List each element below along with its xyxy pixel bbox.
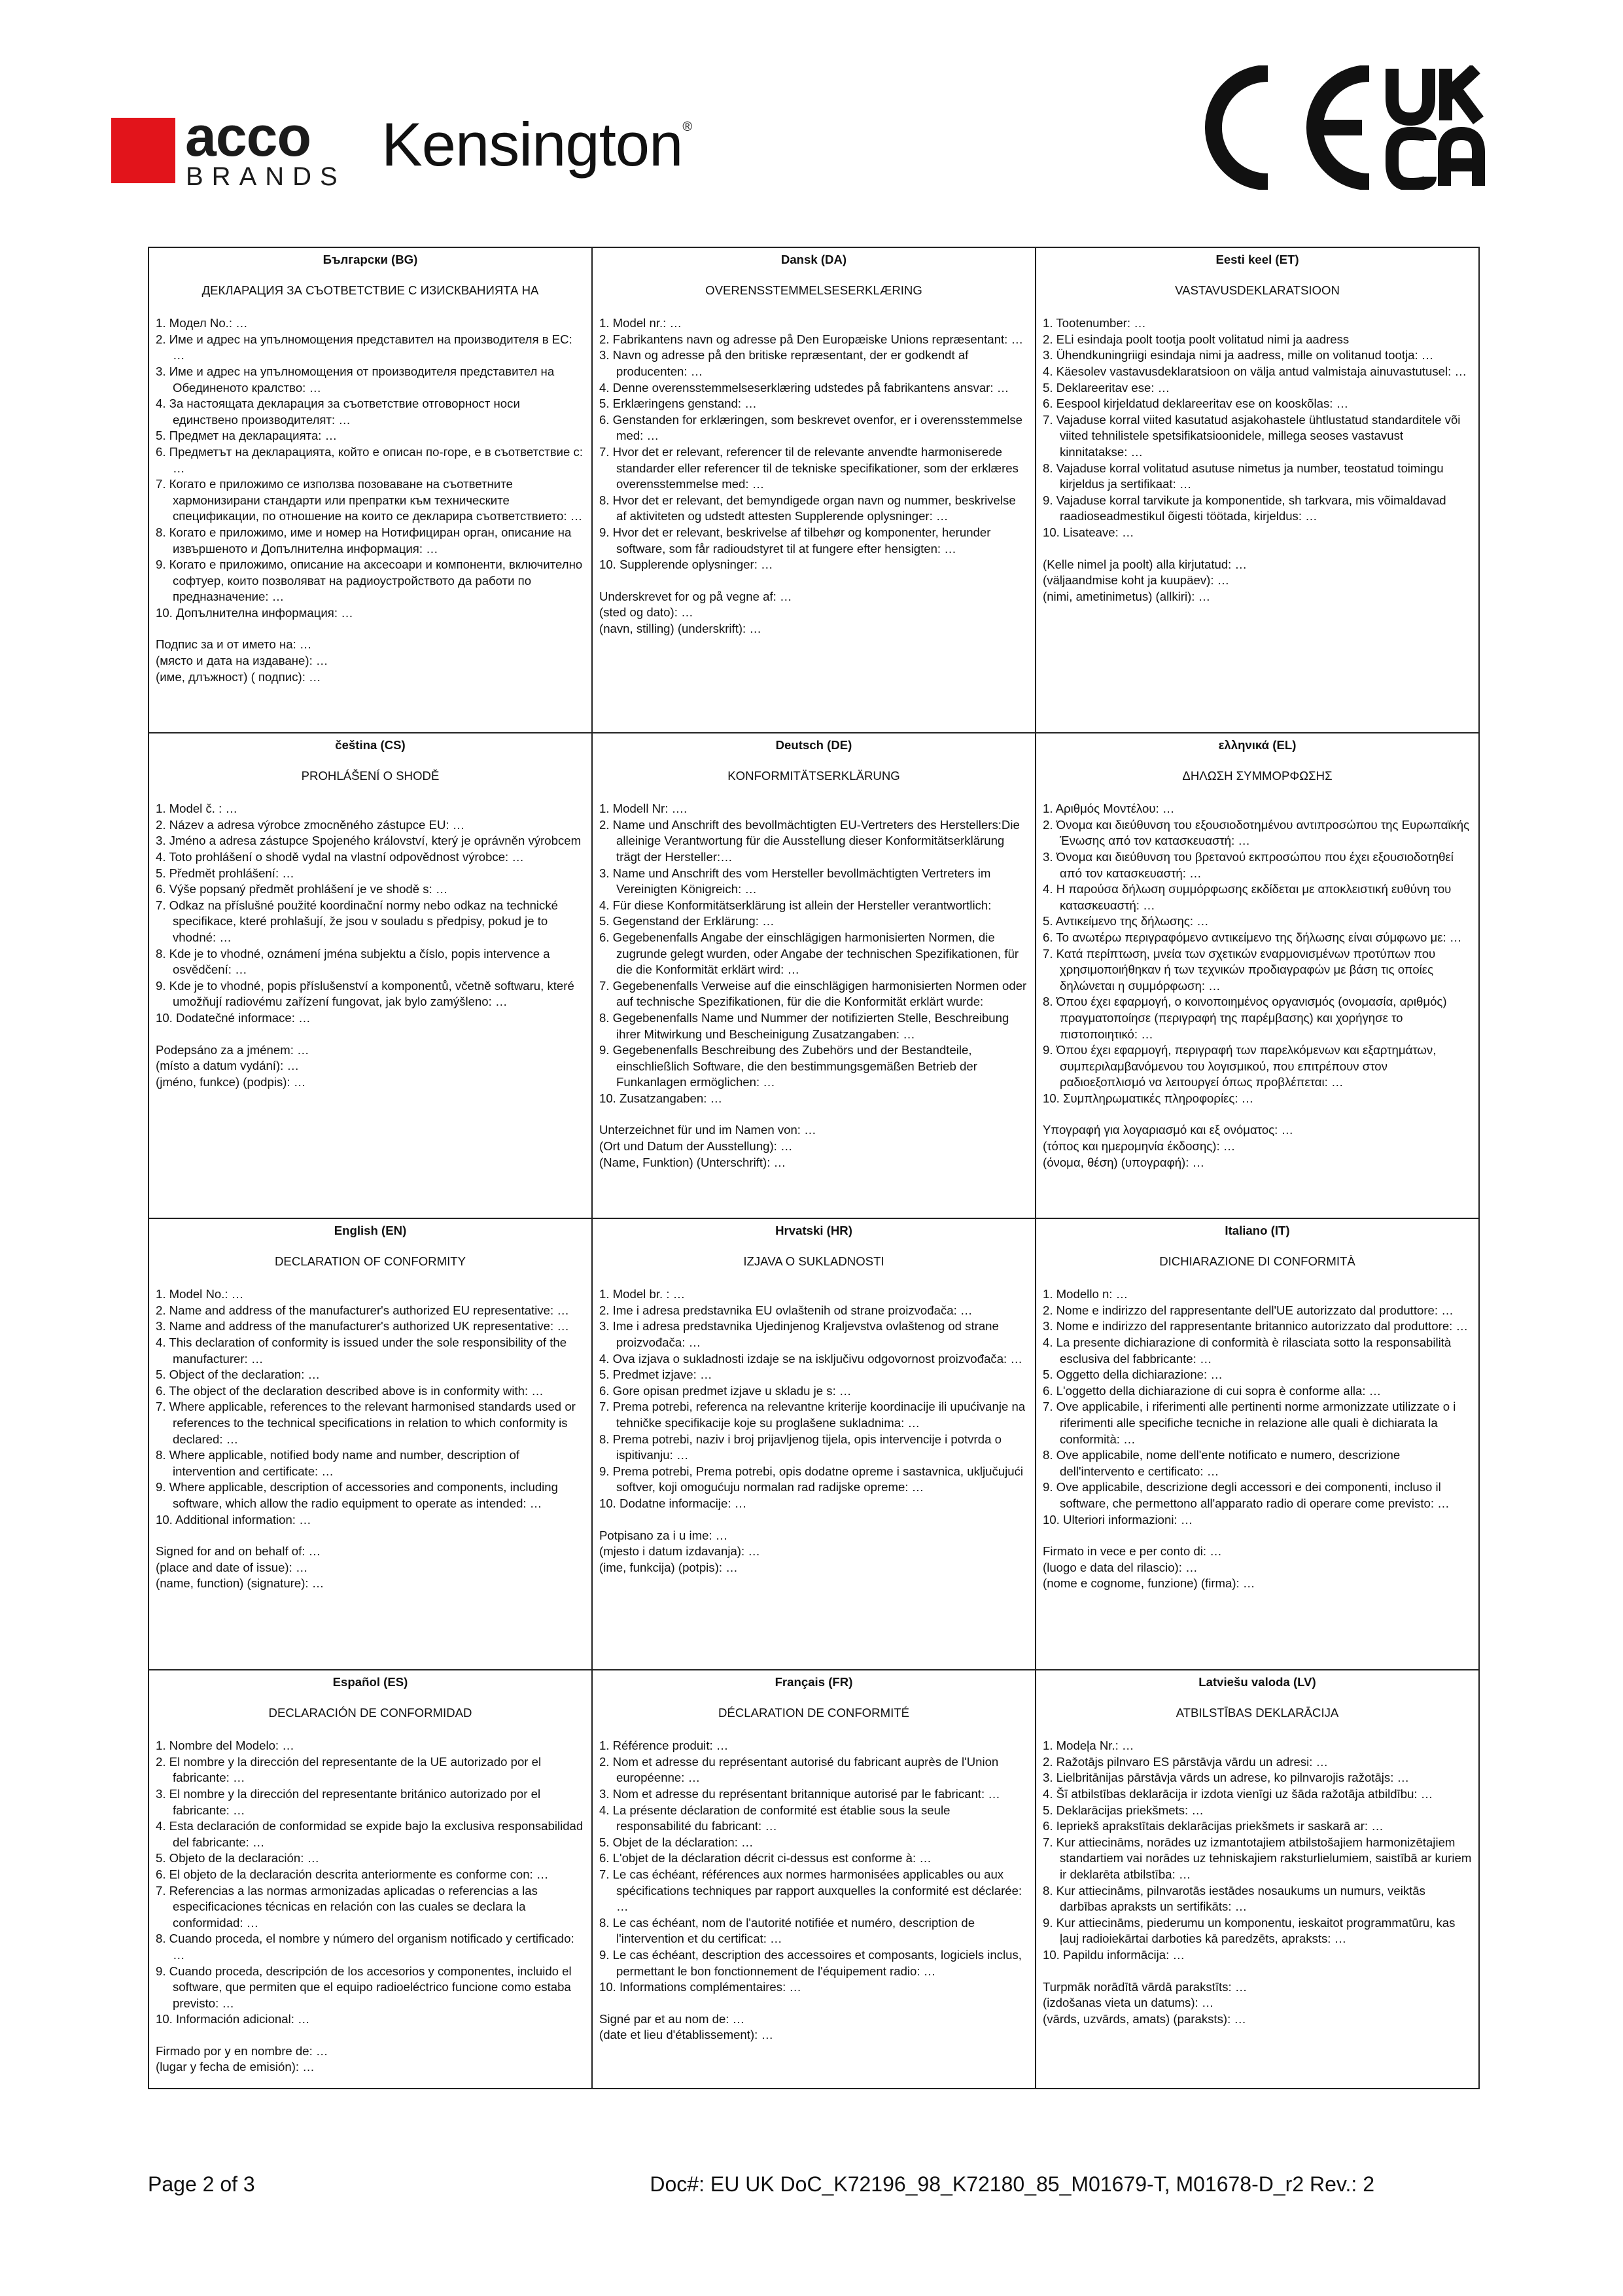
acco-logo-square (111, 118, 175, 183)
declaration-item: 2. Όνομα και διεύθυνση του εξουσιοδοτημένου αντιπροσώπου της Ευρωπαϊκής Ένωσης από τον κατασκευαστή: … (1043, 817, 1470, 848)
signature-line: (място и дата на издаване): … (156, 654, 328, 668)
signature-block (1043, 1544, 1472, 1592)
declaration-title: DECLARACIÓN DE CONFORMIDAD (268, 1705, 472, 1720)
declaration-item: 10. Informations complémentaires: … (599, 1980, 801, 1994)
declaration-item: 8. Когато е приложимо, име и номер на Нотифициран орган, описание на извършеното и Допълнителна информация: … (156, 525, 572, 556)
declaration-item: 8. Prema potrebi, naziv i broj prijavljenog tijela, opis intervencije i potvrda o ispitivanju: … (599, 1432, 1002, 1462)
declaration-title: DECLARATION OF CONFORMITY (275, 1254, 466, 1268)
declaration-items (156, 801, 585, 1026)
declaration-item: 3. Jméno a adresa zástupce Spojeného království, který je oprávněn výrobcem (156, 834, 582, 848)
signature-line: (τόπος και ημερομηνία έκδοσης): … (1043, 1139, 1236, 1154)
declaration-item: 10. Dodatečné informace: … (156, 1010, 311, 1025)
declaration-item: 3. Navn og adresse på den britiske repræsentant, der er godkendt af producenten: … (599, 348, 969, 378)
declaration-item: 8. Ove applicabile, nome dell'ente notificato e numero, descrizione dell'intervento e certificato: … (1043, 1448, 1401, 1478)
declaration-item: 4. Šī atbilstības deklarācija ir izdota vienīgi uz šāda ražotāja atbildību: … (1043, 1786, 1433, 1801)
table-row (148, 1218, 1479, 1670)
declaration-item: 4. La présente déclaration de conformité est établie sous la seule responsabilité du fabricant: … (599, 1803, 951, 1833)
kensington-logo (381, 110, 692, 179)
declaration-item: 6. The object of the declaration described above is in conformity with: … (156, 1383, 544, 1398)
signature-line: (místo a datum vydání): … (156, 1059, 300, 1073)
declaration-item: 10. Ulteriori informazioni: … (1043, 1512, 1193, 1527)
declaration-items (1043, 801, 1472, 1106)
ca-c-letter (1392, 133, 1430, 185)
signature-block (599, 589, 1028, 637)
declaration-item: 5. Deklarācijas priekšmets: … (1043, 1803, 1204, 1817)
declaration-item: 3. Ühendkuningriigi esindaja nimi ja aadress, mille on volitanud tootja: … (1043, 348, 1434, 362)
signature-line: (име, длъжност) ( подпис): … (156, 669, 321, 684)
declaration-item: 10. Additional information: … (156, 1512, 311, 1527)
declaration-item: 9. Kur attiecināms, piederumu un komponentu, ieskaitot programmatūru, kas ļauj radioiekārtai darboties kā paredzēts, apraksts: … (1043, 1915, 1456, 1946)
declaration-item: 8. Gegebenenfalls Name und Nummer der notifizierten Stelle, Beschreibung ihrer Mitwirkung und Bescheinigung Zusatzangaben: … (599, 1010, 1009, 1041)
declaration-item: 6. Gore opisan predmet izjave u skladu je s: … (599, 1383, 852, 1398)
declaration-item: 2. Ime i adresa predstavnika EU ovlaštenih od strane proizvođača: … (599, 1303, 973, 1317)
declaration-items (156, 1286, 585, 1528)
language-cell (592, 247, 1036, 733)
declaration-item: 9. Hvor det er relevant, beskrivelse af tilbehør og komponenter, herunder software, som får radioudstyret til at fungere efter hensigten: … (599, 525, 991, 556)
declaration-item: 4. Für diese Konformitätserklärung ist allein der Hersteller verantwortlich: (599, 898, 992, 912)
declaration-item: 7. Prema potrebi, referenca na relevantne kriterije koordinacije ili upućivanje na tehničke specifikacije koje su proglašene sukladnima: … (599, 1400, 1026, 1430)
signature-block (1043, 557, 1472, 605)
declaration-item: 8. Όπου έχει εφαρμογή, ο κοινοποιημένος οργανισμός (ονομασία, αριθμός) πραγματοποίησε (περιγραφή της παρέμβασης) και χορήγησε το πιστοποιητικό: … (1043, 995, 1447, 1041)
declaration-item: 7. Where applicable, references to the relevant harmonised standards used or references to the technical specifications in relation to which conformity is declared: … (156, 1400, 576, 1446)
language-cell (148, 247, 592, 733)
signature-line: (Name, Funktion) (Unterschrift): … (599, 1155, 786, 1169)
signature-block (156, 2043, 585, 2075)
declaration-item: 9. Ove applicabile, descrizione degli accessori e dei componenti, incluso il software, che permettono all'apparato radio di operare come previsto: … (1043, 1480, 1450, 1510)
declaration-item: 7. Vajaduse korral viited kasutatud asjakohastele ühtlustatud standarditele või viited tehnilistele spetsifikatsioonidele, millega seoses vastavust kinnitatakse: … (1043, 412, 1461, 459)
ce-c-letter (1213, 73, 1268, 182)
declaration-item: 5. Predmet izjave: … (599, 1368, 712, 1382)
language-heading: čeština (CS) (335, 738, 406, 752)
signature-line: (väljaandmise koht ja kuupäev): … (1043, 573, 1230, 588)
declaration-item: 4. Käesolev vastavusdeklaratsioon on välja antud valmistaja ainuvastutusel: … (1043, 364, 1467, 378)
declaration-item: 4. За настоящата декларация за съответствие отговорност носи единствено производителят: … (156, 397, 520, 427)
declaration-item: 9. Kde je to vhodné, popis příslušenství a komponentů, včetně softwaru, které umožňují radiovému zařízení fungovat, jak bylo zamýšleno: … (156, 978, 574, 1009)
declaration-item: 3. El nombre y la dirección del representante británico autorizado por el fabricante: … (156, 1786, 541, 1817)
declaration-item: 4. Denne overensstemmelseserklæring udstedes på fabrikantens ansvar: … (599, 380, 1009, 395)
declaration-item: 9. Όπου έχει εφαρμογή, περιγραφή των παρελκόμενων και εξαρτημάτων, συμπεριλαμβανόμενου του λογισμικού, που επιτρέπουν στον ραδιοεξοπλισμό να λειτουργεί όπως προβλέπεται: … (1043, 1043, 1437, 1089)
signature-line: Potpisano za i u ime: … (599, 1528, 728, 1542)
declaration-item: 10. Dodatne informacije: … (599, 1496, 747, 1510)
declaration-item: 7. Kur attiecināms, norādes uz izmantotajiem atbilstošajiem harmonizētajiem standartiem vai norādes uz tehniskajiem raksturlielumiem, saistībā ar kuriem ir deklarēta atbilstība: … (1043, 1835, 1472, 1881)
language-cell (148, 1670, 592, 2089)
declaration-item: 2. Fabrikantens navn og adresse på Den Europæiske Unions repræsentant: … (599, 332, 1024, 346)
language-cell (592, 1670, 1036, 2089)
declaration-item: 1. Model br. : … (599, 1287, 686, 1301)
language-cell (1036, 247, 1479, 733)
declaration-item: 8. Kur attiecināms, pilnvarotās iestādes nosaukums un numurs, veiktās darbības apraksts un sertifikāts: … (1043, 1883, 1425, 1914)
declaration-item: 10. Papildu informācija: … (1043, 1947, 1185, 1962)
signature-line: (jméno, funkce) (podpis): … (156, 1074, 306, 1089)
declaration-items (156, 315, 585, 621)
declaration-item: 6. Genstanden for erklæringen, som beskrevet ovenfor, er i overensstemmelse med: … (599, 412, 1022, 443)
declaration-item: 3. Nom et adresse du représentant britannique autorisé par le fabricant: … (599, 1786, 1000, 1801)
declaration-item: 5. Objet de la déclaration: … (599, 1835, 754, 1849)
declaration-item: 8. Kde je to vhodné, oznámení jména subjektu a číslo, popis intervence a osvědčení: … (156, 946, 550, 977)
signature-line: (όνομα, θέση) (υπογραφή): … (1043, 1155, 1205, 1169)
declaration-title: PROHLÁŠENÍ O SHODĚ (301, 768, 440, 783)
declaration-item: 5. Deklareeritav ese: … (1043, 380, 1170, 395)
declaration-items (599, 1286, 1028, 1511)
declaration-item: 8. Where applicable, notified body name and number, description of intervention and certificate: … (156, 1448, 520, 1478)
signature-line: Signé par et au nom de: … (599, 2011, 745, 2026)
declaration-items (599, 801, 1028, 1106)
declaration-item: 6. Gegebenenfalls Angabe der einschlägigen harmonisierten Normen, die zugrunde gelegt wurden, oder Angabe der technischen Spezifikationen, für die die Konformität erklärt wird: … (599, 930, 1019, 977)
declaration-item: 7. Hvor det er relevant, referencer til de relevante anvendte harmoniserede standarder eller referencer til de tekniske specifikationer, som der erklæres overensstemmelse med: … (599, 444, 1019, 491)
language-cell (148, 733, 592, 1218)
declaration-items (1043, 1738, 1472, 1963)
signature-line: Podepsáno za a jménem: … (156, 1042, 309, 1057)
signature-line: Подпис за и от името на: … (156, 637, 312, 652)
declaration-item: 5. Αντικείμενο της δήλωσης: … (1043, 914, 1209, 928)
language-cell (592, 733, 1036, 1218)
table-row (148, 733, 1479, 1218)
signature-block (599, 1528, 1028, 1576)
declaration-title: DICHIARAZIONE DI CONFORMITÀ (1159, 1254, 1355, 1268)
declaration-item: 7. Κατά περίπτωση, μνεία των σχετικών εναρμονισμένων προτύπων που χρησιμοποιήθηκαν ή των τεχνικών προδιαγραφών με βάση τις οποίες δηλώνεται η συμμόρφωση: … (1043, 946, 1436, 993)
signature-block (599, 2011, 1028, 2043)
declaration-item: 1. Model No.: … (156, 1287, 244, 1301)
declaration-item: 2. ELi esindaja poolt tootja poolt volitatud nimi ja aadress (1043, 332, 1350, 346)
signature-line: (ime, funkcija) (potpis): … (599, 1560, 738, 1574)
signature-line: (izdošanas vieta un datums): … (1043, 1996, 1214, 2010)
signature-line: Unterzeichnet für und im Namen von: … (599, 1123, 816, 1137)
signature-line: Υπογραφή για λογαριασμό και εξ ονόματος: … (1043, 1123, 1294, 1137)
declaration-item: 1. Model č. : … (156, 802, 238, 816)
certification-marks (1184, 65, 1492, 190)
declaration-item: 6. Výše popsaný předmět prohlášení je ve shodě s: … (156, 882, 448, 896)
registered-mark: ® (682, 120, 692, 134)
declaration-item: 5. Предмет на декларацията: … (156, 429, 338, 443)
language-heading: Italiano (IT) (1225, 1224, 1290, 1237)
declaration-item: 4. This declaration of conformity is issued under the sole responsibility of the manufacturer: … (156, 1335, 567, 1366)
declaration-item: 4. Η παρούσα δήλωση συμμόρφωσης εκδίδεται με αποκλειστική ευθύνη του κατασκευαστή: … (1043, 882, 1452, 912)
page-number: Page 2 of 3 (148, 2172, 255, 2196)
declaration-item: 2. Nome e indirizzo del rappresentante dell'UE autorizzato dal produttore: … (1043, 1303, 1454, 1317)
signature-line: (navn, stilling) (underskrift): … (599, 621, 761, 635)
declaration-item: 2. Nom et adresse du représentant autorisé du fabricant auprès de l'Union européenne: … (599, 1754, 999, 1785)
declaration-table-body (148, 247, 1479, 2089)
declaration-item: 6. Iepriekš aprakstītais deklarācijas priekšmets ir saskarā ar: … (1043, 1819, 1384, 1833)
declaration-item: 6. Предметът на декларацията, който е описан по-горе, е в съответствие с: … (156, 444, 584, 475)
declaration-item: 3. Name and address of the manufacturer's authorized UK representative: … (156, 1319, 569, 1333)
declaration-title: ДЕКЛАРАЦИЯ ЗА СЪОТВЕТСТВИЕ С ИЗИСКВАНИЯТА НА (201, 283, 539, 297)
signature-line: (luogo e data del rilascio): … (1043, 1560, 1198, 1574)
declaration-items (599, 315, 1028, 573)
declaration-title: DÉCLARATION DE CONFORMITÉ (718, 1705, 909, 1720)
acco-logo-brands: BRANDS (186, 162, 346, 191)
language-heading: Deutsch (DE) (775, 738, 852, 752)
language-heading: Latviešu valoda (LV) (1198, 1675, 1316, 1689)
declaration-item: 2. Name und Anschrift des bevollmächtigten EU-Vertreters des Herstellers:Die alleinige Verantwortung für die Ausstellung dieser Konformitätserklärung trägt der Hersteller:… (599, 817, 1020, 864)
declaration-items (156, 1738, 585, 2028)
declaration-item: 1. Modello n: … (1043, 1287, 1128, 1301)
declaration-item: 10. Lisateave: … (1043, 525, 1134, 539)
declaration-item: 10. Συμπληρωματικές πληροφορίες: … (1043, 1091, 1254, 1105)
declaration-item: 7. Odkaz na příslušné použité koordinační normy nebo odkaz na technické specifikace, které prohlašují, že jsou v souladu s předpisy, pokud je to vhodné: … (156, 898, 558, 944)
declaration-items (599, 1738, 1028, 1996)
declaration-item: 7. Когато е приложимо се използва позоваване на съответните хармонизирани стандарти или препратки към техническите спецификации, по отношение на които се декларира съответствието: … (156, 477, 583, 523)
declaration-item: 8. Vajaduse korral volitatud asutuse nimetus ja number, teostatud toimingu kirjeldus ja sertifikaat: … (1043, 461, 1444, 491)
declaration-item: 2. Název a adresa výrobce zmocněného zástupce EU: … (156, 817, 465, 832)
language-cell (1036, 1218, 1479, 1670)
declaration-item: 10. Información adicional: … (156, 2012, 310, 2026)
declaration-item: 1. Nombre del Modelo: … (156, 1739, 294, 1753)
declaration-item: 2. El nombre y la dirección del representante de la UE autorizado por el fabricante: … (156, 1754, 542, 1785)
language-cell (592, 1218, 1036, 1670)
declaration-item: 4. Esta declaración de conformidad se expide bajo la exclusiva responsabilidad del fabricante: … (156, 1819, 584, 1849)
signature-block (156, 1544, 585, 1592)
declaration-title: OVERENSSTEMMELSESERKLÆRING (705, 283, 922, 297)
signature-line: Signed for and on behalf of: … (156, 1544, 321, 1559)
declaration-item: 7. Le cas échéant, références aux normes harmonisées applicables ou aux spécifications techniques par rapport auxquelles la conformité est déclarée: … (599, 1867, 1022, 1914)
signature-block (156, 1042, 585, 1091)
language-heading: Dansk (DA) (780, 253, 847, 266)
ca-a-letter (1444, 133, 1478, 186)
declaration-item: 8. Le cas échéant, nom de l'autorité notifiée et numéro, description de l'intervention et du certificat: … (599, 1915, 975, 1946)
declaration-item: 2. Име и адрес на упълномощения представител на производителя в ЕС: … (156, 332, 572, 362)
declaration-item: 6. L'oggetto della dichiarazione di cui sopra è conforme alla: … (1043, 1383, 1382, 1398)
declaration-item: 3. Όνομα και διεύθυνση του βρετανού εκπροσώπου που έχει εξουσιοδοτηθεί από τον κατασκευαστή: … (1043, 849, 1454, 880)
language-cell (1036, 1670, 1479, 2089)
declaration-item: 9. Gegebenenfalls Beschreibung des Zubehörs und der Bestandteile, einschließlich Software, die den bestimmungsgemäßen Betrieb der Funkanlagen ermöglichen: … (599, 1043, 977, 1089)
signature-block (1043, 1979, 1472, 2028)
signature-line: (nimi, ametinimetus) (allkiri): … (1043, 589, 1211, 603)
page-header (111, 65, 1492, 190)
language-heading: Hrvatski (HR) (775, 1224, 852, 1237)
language-heading: English (EN) (334, 1224, 407, 1237)
declaration-item: 2. Name and address of the manufacturer's authorized EU representative: … (156, 1303, 569, 1317)
declaration-item: 1. Модел No.: … (156, 316, 248, 330)
signature-line: (Ort und Datum der Ausstellung): … (599, 1139, 793, 1154)
declaration-item: 4. Ova izjava o sukladnosti izdaje se na isključivu odgovornost proizvođača: … (599, 1351, 1022, 1366)
declaration-item: 5. Předmět prohlášení: … (156, 866, 294, 880)
declaration-item: 4. Toto prohlášení o shodě vydal na vlastní odpovědnost výrobce: … (156, 849, 524, 864)
declaration-table (148, 247, 1480, 2089)
signature-line: (mjesto i datum izdavanja): … (599, 1544, 760, 1559)
language-heading: Eesti keel (ET) (1215, 253, 1299, 266)
language-cell (148, 1218, 592, 1670)
declaration-item: 6. El objeto de la declaración descrita anteriormente es conforme con: … (156, 1867, 549, 1881)
ce-ukca-marks-icon (1184, 65, 1492, 190)
declaration-title: ΔΗΛΩΣΗ ΣΥΜΜΟΡΦΩΣΗΣ (1182, 768, 1333, 783)
declaration-item: 10. Допълнителна информация: … (156, 605, 353, 620)
signature-line: Underskrevet for og på vegne af: … (599, 589, 792, 603)
declaration-item: 5. Erklæringens genstand: … (599, 397, 757, 411)
declaration-item: 8. Cuando proceda, el nombre y número del organism notificado y certificado: … (156, 1932, 574, 1962)
declaration-item: 5. Oggetto della dichiarazione: … (1043, 1368, 1223, 1382)
declaration-item: 3. Име и адрес на упълномощения от производителя представител на Обединеното кралство: … (156, 364, 555, 395)
declaration-item: 9. Vajaduse korral tarvikute ja komponentide, sh tarkvara, mis võimaldavad raadioseadmestikul õigesti töötada, kirjeldus: … (1043, 493, 1446, 523)
declaration-items (1043, 1286, 1472, 1528)
declaration-item: 7. Referencias a las normas armonizadas aplicadas o referencias a las especificaciones técnicas en relación con las cuales se declara la conformidad: … (156, 1883, 538, 1930)
declaration-item: 7. Ove applicabile, i riferimenti alle pertinenti norme armonizzate utilizzate o i riferimenti alle specifiche tecniche in relazione alle quali è dichiarata la conformità: … (1043, 1400, 1456, 1446)
signature-line: (sted og dato): … (599, 605, 693, 620)
kensington-wordmark: Kensington (381, 110, 683, 179)
declaration-item: 10. Supplerende oplysninger: … (599, 557, 773, 572)
uk-u-letter (1392, 69, 1429, 119)
signature-block (156, 637, 585, 685)
declaration-item: 1. Model nr.: … (599, 316, 682, 330)
declaration-item: 9. Prema potrebi, Prema potrebi, opis dodatne opreme i sastavnica, uključujući softver, koji omogućuju normalan rad radijske opreme: … (599, 1464, 1024, 1494)
declaration-item: 1. Modell Nr: …. (599, 802, 688, 816)
signature-line: (Kelle nimel ja poolt) alla kirjutatud: … (1043, 557, 1248, 571)
signature-line: (lugar y fecha de emisión): … (156, 2060, 315, 2074)
signature-line: Firmado por y en nombre de: … (156, 2043, 328, 2058)
declaration-title: IZJAVA O SUKLADNOSTI (743, 1254, 884, 1268)
declaration-item: 9. Когато е приложимо, описание на аксесоари и компоненти, включително софтуер, които позволяват на радиоустройството да работи по предназначение: … (156, 557, 583, 604)
declaration-item: 8. Hvor det er relevant, det bemyndigede organ navn og nummer, beskrivelse af aktiviteten og udstedt attesten Supplerende oplysninger: … (599, 493, 1016, 523)
declaration-item: 6. Το ανωτέρω περιγραφόμενο αντικείμενο της δήλωσης είναι σύμφωνο με: … (1043, 930, 1462, 944)
declaration-item: 1. Référence produit: … (599, 1739, 729, 1753)
language-cell (1036, 733, 1479, 1218)
language-heading: Български (BG) (323, 253, 418, 266)
declaration-item: 3. Ime i adresa predstavnika Ujedinjenog Kraljevstva ovlaštenog od strane proizvođača: … (599, 1319, 999, 1349)
declaration-item: 10. Zusatzangaben: … (599, 1091, 723, 1105)
declaration-item: 9. Le cas échéant, description des accessoires et composants, logiciels inclus, permettant le bon fonctionnement de l'équipement radio: … (599, 1947, 1022, 1978)
declaration-item: 9. Where applicable, description of accessories and components, including software, which allow the radio equipment to operate as intended: … (156, 1480, 558, 1510)
signature-line: (vārds, uzvārds, amats) (paraksts): … (1043, 2011, 1247, 2026)
declaration-item: 3. Name und Anschrift des vom Hersteller bevollmächtigten Vertreters im Vereinigten Königreich: … (599, 866, 991, 896)
uk-k-letter (1446, 69, 1478, 120)
declaration-title: KONFORMITÄTSERKLÄRUNG (727, 768, 900, 783)
signature-line: Firmato in vece e per conto di: … (1043, 1544, 1222, 1559)
language-heading: Français (FR) (775, 1675, 853, 1689)
declaration-item: 6. L'objet de la déclaration décrit ci-dessus est conforme à: … (599, 1851, 932, 1865)
declaration-item: 7. Gegebenenfalls Verweise auf die einschlägigen harmonisierten Normen oder auf technische Spezifikationen, für die die Konformität erklärt wurde: (599, 978, 1027, 1009)
declaration-item: 3. Lielbritānijas pārstāvja vārds un adrese, ko pilnvarojis ražotājs: … (1043, 1771, 1410, 1785)
table-row (148, 1670, 1479, 2089)
signature-block (599, 1122, 1028, 1171)
signature-line: (name, function) (signature): … (156, 1576, 324, 1591)
declaration-item: 9. Cuando proceda, descripción de los accesorios y componentes, incluido el software, que permiten que el equipo radioeléctrico funcione como estaba previsto: … (156, 1964, 572, 2010)
table-row (148, 247, 1479, 733)
signature-line: (date et lieu d'établissement): … (599, 2028, 774, 2042)
declaration-item: 4. La presente dichiarazione di conformità è rilasciata sotto la responsabilità esclusiva del fabbricante: … (1043, 1335, 1452, 1366)
declaration-item: 3. Nome e indirizzo del rappresentante britannico autorizzato dal produttore: … (1043, 1319, 1469, 1333)
declaration-items (1043, 315, 1472, 540)
declaration-title: VASTAVUSDEKLARATSIOON (1175, 283, 1340, 297)
declaration-item: 1. Tootenumber: … (1043, 316, 1146, 330)
declaration-item: 5. Gegenstand der Erklärung: … (599, 914, 775, 928)
declaration-title: ATBILSTĪBAS DEKLARĀCIJA (1176, 1705, 1339, 1720)
declaration-item: 1. Αριθμός Μοντέλου: … (1043, 802, 1175, 816)
signature-line: Turpmāk norādītā vārdā parakstīts: … (1043, 1979, 1248, 1994)
acco-logo-wordmark: acco (185, 105, 311, 168)
document-number: Doc#: EU UK DoC_K72196_98_K72180_85_M01679-T, M01678-D_r2 Rev.: 2 (650, 2172, 1374, 2196)
declaration-item: 5. Object of the declaration: … (156, 1368, 321, 1382)
language-heading: Español (ES) (332, 1675, 408, 1689)
declaration-item: 2. Ražotājs pilnvaro ES pārstāvja vārdu un adresi: … (1043, 1754, 1329, 1769)
declaration-item: 1. Modeļa Nr.: … (1043, 1739, 1134, 1753)
declaration-item: 5. Objeto de la declaración: … (156, 1851, 320, 1865)
language-heading: ελληνικά (EL) (1218, 738, 1297, 752)
signature-block (1043, 1122, 1472, 1171)
signature-line: (place and date of issue): … (156, 1560, 308, 1574)
declaration-item: 6. Eespool kirjeldatud deklareeritav ese on kooskõlas: … (1043, 397, 1349, 411)
signature-line: (nome e cognome, funzione) (firma): … (1043, 1576, 1255, 1591)
